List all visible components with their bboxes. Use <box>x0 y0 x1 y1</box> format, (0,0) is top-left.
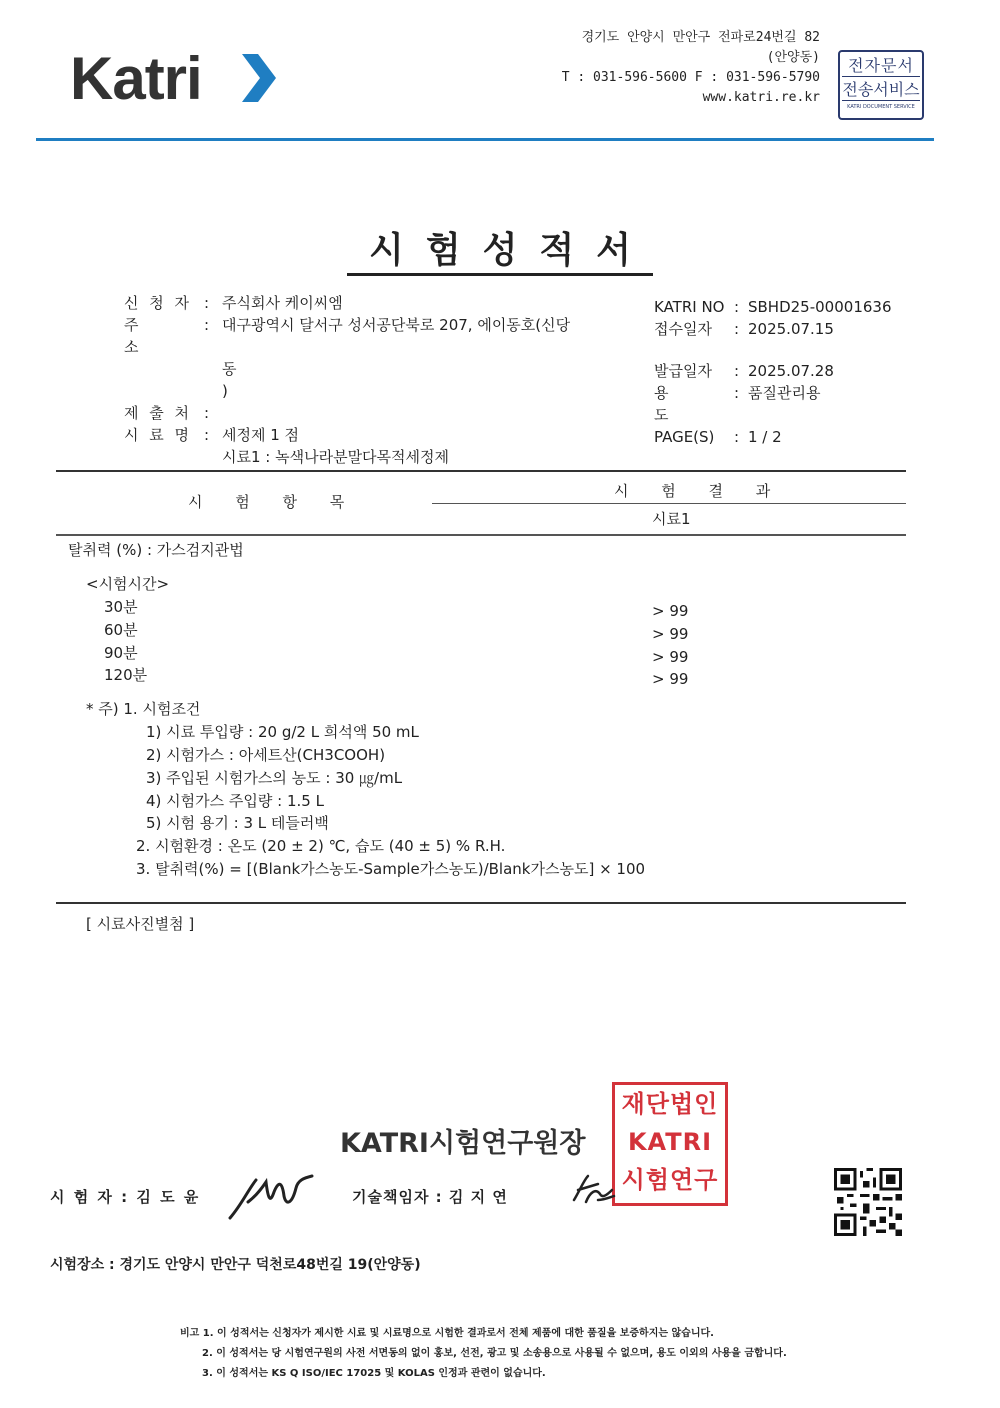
submit-label: 제 출 처 <box>124 404 193 422</box>
applicant-label: 신 청 자 <box>124 294 193 312</box>
applicant-address-line2: 동 <box>222 360 237 378</box>
received-date: 2025.07.15 <box>748 320 834 338</box>
official-seal <box>612 1082 728 1206</box>
issued-label: 발급일자 <box>654 362 712 380</box>
page-label: PAGE(S) <box>654 428 715 446</box>
seal-line: 재단법인 <box>621 1090 719 1118</box>
edoc-service-badge <box>838 50 924 120</box>
sample-detail: 시료1 : 녹색나라분말다목적세정제 <box>222 448 449 466</box>
table-bottom-rule <box>56 902 906 904</box>
result-subheader-rule <box>432 503 906 504</box>
sample-label: 시 료 명 <box>124 426 193 444</box>
test-time-header: <시험시간> <box>86 575 170 593</box>
tech-manager-signature-icon <box>568 1170 618 1210</box>
test-time: 90분 <box>104 644 138 662</box>
tech-manager-label: 기술책임자 : 김 지 연 <box>352 1188 508 1206</box>
test-result-value: > 99 <box>652 625 689 643</box>
note-condition: 3) 주입된 시험가스의 농도 : 30 ㎍/mL <box>146 769 403 787</box>
address-line: 경기도 안양시 만안구 전파로24번길 82 <box>581 30 820 45</box>
test-method: 탈취력 (%) : 가스검지관법 <box>68 541 244 559</box>
institute-head: KATRI시험연구원장 <box>340 1128 586 1159</box>
katri-logo: Katri <box>70 45 202 112</box>
report-meta: KATRI NO : SBHD25-00001636 접수일자 : 2025.07.15 발급일자 : 2025.07.28 용 도 : 품질관리용 PAGE(S) : 1 / 2 <box>654 298 892 446</box>
table-header-rule <box>56 534 906 536</box>
note-condition: 5) 시험 용기 : 3 L 테들러백 <box>146 814 329 832</box>
seal-line: KATRI <box>627 1128 713 1156</box>
use-label: 용 도 <box>654 384 695 424</box>
katri-no: SBHD25-00001636 <box>748 298 892 316</box>
note-condition: 2) 시험가스 : 아세트산(CH3COOH) <box>146 746 386 764</box>
edoc-badge-line2: 전송서비스 <box>842 76 920 101</box>
institute-address <box>562 28 820 108</box>
test-time: 60분 <box>104 621 138 639</box>
footnote: 3. 이 성적서는 KS Q ISO/IEC 17025 및 KOLAS 인정과 관련이 없습니다. <box>202 1368 546 1379</box>
logo-chevron-icon <box>238 52 278 104</box>
note-condition: 1) 시료 투입량 : 20 g/2 L 희석액 50 mL <box>146 723 419 741</box>
address-line: www.katri.re.kr <box>702 90 820 105</box>
applicant-name: 주식회사 케이씨엠 <box>222 294 343 312</box>
address-label: 주 소 <box>124 316 167 356</box>
tester-label: 시 험 자 : 김 도 윤 <box>50 1188 201 1206</box>
document-title <box>0 222 1000 273</box>
column-test-result: 시 험 결 과 <box>614 482 785 500</box>
applicant-address-line1: 대구광역시 달서구 성서공단북로 207, 에이동호(신당 <box>222 316 571 334</box>
test-result-value: > 99 <box>652 648 689 666</box>
test-time: 120분 <box>104 666 148 684</box>
edoc-badge-line3: KATRI DOCUMENT SERVICE <box>847 104 915 110</box>
page-count: 1 / 2 <box>748 428 782 446</box>
document-title-text: 시험성적서 <box>347 230 653 276</box>
note-condition: 4) 시험가스 주입량 : 1.5 L <box>146 792 324 810</box>
tester-signature-icon <box>226 1168 322 1224</box>
photo-attachment-note: [ 시료사진별첨 ] <box>86 915 195 933</box>
notes-heading: * 주) 1. 시험조건 <box>86 700 201 718</box>
issued-date: 2025.07.28 <box>748 362 834 380</box>
footnote: 2. 이 성적서는 당 시험연구원의 사전 서면동의 없이 홍보, 선전, 광고 및 소송용으로 사용될 수 없으며, 용도 이외의 사용을 금합니다. <box>202 1348 787 1359</box>
katri-no-label: KATRI NO <box>654 298 725 316</box>
column-sample1: 시료1 <box>652 510 691 528</box>
footnote: 비고 1. 이 성적서는 신청자가 제시한 시료 및 시료명으로 시험한 결과로서 전체 제품에 대한 품질을 보증하지는 않습니다. <box>180 1328 714 1339</box>
applicant-address-line3: ) <box>222 382 228 400</box>
table-top-rule <box>56 470 906 472</box>
use-purpose: 품질관리용 <box>748 384 821 402</box>
applicant-info: 신 청 자 : 주식회사 케이씨엠 주 소 : 대구광역시 달서구 성서공단북로 207, 에이동호(신당 동 ) 제 출 처 : 시 료 명 : 세정제 1 점 시료1 : 녹색나라분말다목적세정제 <box>124 294 571 466</box>
test-result-value: > 99 <box>652 670 689 688</box>
test-result-value: > 99 <box>652 602 689 620</box>
column-test-item: 시 험 항 목 <box>188 493 359 511</box>
address-line: T : 031-596-5600 F : 031-596-5790 <box>561 70 820 85</box>
address-line: (안양동) <box>766 50 820 65</box>
received-label: 접수일자 <box>654 320 712 338</box>
qr-code-icon <box>834 1168 902 1236</box>
sample-name: 세정제 1 점 <box>222 426 300 444</box>
letterhead-divider <box>36 138 934 141</box>
note-formula: 3. 탈취력(%) = [(Blank가스농도-Sample가스농도)/Blank가스농도] × 100 <box>136 860 646 878</box>
test-time: 30분 <box>104 598 138 616</box>
seal-line: 시험연구 <box>621 1166 719 1194</box>
test-location: 시험장소 : 경기도 안양시 만안구 덕천로48번길 19(안양동) <box>50 1257 421 1273</box>
note-environment: 2. 시험환경 : 온도 (20 ± 2) ℃, 습도 (40 ± 5) % R.H. <box>136 837 506 855</box>
edoc-badge-line1: 전자문서 <box>848 56 914 75</box>
